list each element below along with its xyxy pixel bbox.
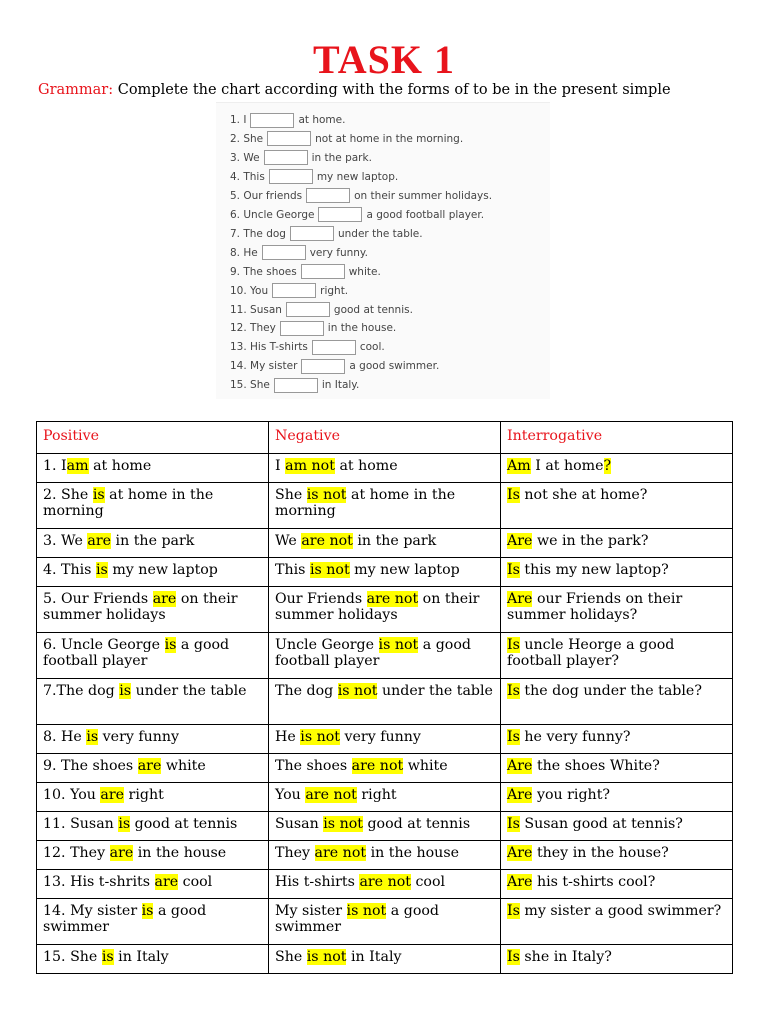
cell-text: His t-shirts [275,874,360,890]
cell-text: under the table [377,683,493,699]
cell-text: 14. My sister [43,903,142,919]
exercise-line [230,206,484,224]
verb-highlight: ? [603,458,612,474]
verb-highlight: is [164,637,177,653]
exercise-line [230,111,345,129]
cell-negative [269,725,501,754]
cell-negative [269,870,501,899]
instruction-label: Grammar: [38,82,114,98]
cell-positive [37,529,269,558]
cell-interrogative [501,633,733,679]
cell-text: his t-shirts cool? [532,874,656,890]
table-row [37,454,733,483]
cell-negative [269,454,501,483]
cell-text: She [275,949,307,965]
exercise-predicate: not at home in the morning. [315,132,464,145]
cell-interrogative [501,812,733,841]
blank-box [286,302,330,317]
blank-box [290,226,334,241]
cell-text: We [275,533,302,549]
cell-positive [37,945,269,974]
table-row [37,725,733,754]
cell-negative [269,754,501,783]
verb-highlight: is not [300,729,340,745]
verb-highlight: is [141,903,154,919]
cell-text: you right? [532,787,610,803]
exercise-predicate: in the park. [311,151,372,164]
cell-text: we in the park? [532,533,649,549]
cell-negative [269,558,501,587]
cell-text: Susan good at tennis? [519,816,683,832]
verb-highlight: are not [301,533,353,549]
exercise-predicate: in the house. [327,322,397,335]
exercise-line [230,376,359,394]
cell-text: This [275,562,310,578]
cell-interrogative [501,754,733,783]
cell-text: good at tennis [362,816,471,832]
cell-text: in the park [111,533,195,549]
cell-text: 6. Uncle George [43,637,165,653]
table-row [37,841,733,870]
cell-positive [37,841,269,870]
table-row [37,870,733,899]
cell-text: Susan [275,816,324,832]
verb-highlight: is [119,683,132,699]
exercise-image [216,102,550,399]
verb-highlight: is not [323,816,363,832]
cell-text: Our Friends [275,591,367,607]
verb-highlight: is [101,949,114,965]
instruction-text: Complete the chart according with the forms of to be in the present simple [113,82,671,98]
cell-negative [269,529,501,558]
cell-text: He [275,729,301,745]
cell-text: 13. His t-shrits [43,874,155,890]
cell-text: on their summer holidays [43,591,238,623]
table-header-row [37,422,733,454]
verb-highlight: are [100,787,125,803]
cell-text: very funny [98,729,180,745]
exercise-predicate: in Italy. [321,379,360,392]
cell-text: Uncle George [275,637,379,653]
cell-text: You [275,787,306,803]
cell-text: a good swimmer [43,903,207,935]
cell-text: under the table [131,683,247,699]
verb-highlight: are not [305,787,357,803]
table-row [37,754,733,783]
cell-text: 1. I [43,458,67,474]
exercise-line [230,244,368,262]
exercise-predicate: on their summer holidays. [354,189,493,202]
verb-highlight: am [66,458,89,474]
blank-box [280,321,324,336]
blank-box [274,378,318,393]
exercise-line [230,319,396,337]
cell-text: in the house [366,845,459,861]
cell-text: not she at home? [519,487,648,503]
verb-highlight: is [118,816,131,832]
exercise-line [230,225,423,243]
cell-text: The shoes [275,758,352,774]
cell-text: in Italy [113,949,169,965]
header-negative: Negative [269,422,501,454]
header-positive: Positive [37,422,269,454]
cell-text: in the house [133,845,227,861]
verb-highlight: Are [507,533,533,549]
verb-highlight: Is [507,729,520,745]
cell-interrogative [501,945,733,974]
verb-highlight: is [95,562,108,578]
exercise-line [230,282,348,300]
blank-box [272,283,316,298]
cell-negative [269,812,501,841]
cell-positive [37,725,269,754]
exercise-line [230,357,439,375]
exercise-subject: 9. The shoes [230,265,297,278]
cell-text: 11. Susan [43,816,119,832]
cell-text: 4. This [43,562,96,578]
exercise-line [230,263,381,281]
cell-positive [37,587,269,633]
exercise-subject: 8. He [230,246,258,259]
cell-text: They [275,845,315,861]
exercise-predicate: under the table. [337,227,423,240]
exercise-line [230,301,413,319]
cell-text: She [275,487,307,503]
cell-text: uncle Heorge a good football player? [507,637,675,669]
cell-text: on their summer holidays [275,591,480,623]
cell-text: a good football player [43,637,230,669]
cell-positive [37,899,269,945]
blank-box [250,113,294,128]
cell-negative [269,945,501,974]
cell-text: 12. They [43,845,110,861]
verb-highlight: is [86,729,99,745]
cell-positive [37,679,269,725]
cell-interrogative [501,783,733,812]
exercise-predicate: good at tennis. [333,303,413,316]
verb-highlight: are not [314,845,367,861]
cell-text: my sister a good swimmer? [519,903,722,919]
cell-positive [37,754,269,783]
verb-highlight: is not [337,683,378,699]
page-title: TASK 1 [313,37,455,82]
cell-text: My sister [275,903,347,919]
exercise-subject: 3. We [230,151,260,164]
verb-highlight: Is [507,903,520,919]
cell-text: at home in the morning [43,487,214,519]
instruction [38,82,671,98]
verb-highlight: am not [285,458,335,474]
verb-highlight: are not [351,758,404,774]
cell-positive [37,633,269,679]
cell-text: she in Italy? [519,949,612,965]
cell-interrogative [501,454,733,483]
cell-text: he very funny? [519,729,631,745]
verb-highlight: Are [507,591,533,607]
exercise-predicate: white. [348,265,381,278]
blank-box [318,207,362,222]
exercise-line [230,130,463,148]
table-row [37,633,733,679]
cell-text: our Friends on their summer holidays? [507,591,683,623]
cell-interrogative [501,529,733,558]
verb-highlight: are [152,591,177,607]
cell-text: this my new laptop? [519,562,669,578]
cell-interrogative [501,587,733,633]
table-row [37,587,733,633]
cell-text: white [403,758,448,774]
verb-highlight: Are [507,758,533,774]
blank-box [267,131,311,146]
exercise-subject: 2. She [230,132,264,145]
cell-positive [37,783,269,812]
cell-negative [269,841,501,870]
exercise-subject: 5. Our friends [230,189,303,202]
table-row [37,899,733,945]
verb-highlight: are [154,874,179,890]
cell-negative [269,483,501,529]
cell-text: the dog under the table? [519,683,702,699]
blank-box [264,150,308,165]
cell-text: right [124,787,164,803]
exercise-subject: 7. The dog [230,227,286,240]
header-interrogative: Interrogative [501,422,733,454]
verb-highlight: Is [507,816,520,832]
cell-text: 5. Our Friends [43,591,153,607]
cell-text: the shoes White? [532,758,660,774]
cell-negative [269,679,501,725]
blank-box [262,245,306,260]
table-row [37,945,733,974]
cell-interrogative [501,483,733,529]
exercise-predicate: a good football player. [366,208,485,221]
cell-positive [37,454,269,483]
cell-text: The dog [275,683,338,699]
cell-positive [37,483,269,529]
cell-positive [37,812,269,841]
verb-highlight: is not [346,903,387,919]
cell-text: cool [410,874,446,890]
verb-highlight: is not [306,949,347,965]
cell-text: at home [88,458,152,474]
blank-box [301,264,345,279]
exercise-subject: 12. They [230,322,276,335]
table-row [37,783,733,812]
exercise-subject: 15. She [230,379,270,392]
cell-text: white [161,758,206,774]
exercise-subject: 14. My sister [230,360,298,373]
verb-highlight: Am [507,458,531,474]
cell-negative [269,633,501,679]
exercise-subject: 10. You [230,284,269,297]
cell-text: my new laptop [107,562,218,578]
table-row [37,529,733,558]
verb-highlight: Is [507,487,520,503]
exercise-line [230,168,398,186]
table-row [37,483,733,529]
cell-text: right [356,787,397,803]
verb-highlight: are not [366,591,419,607]
cell-text: I at home [530,458,604,474]
verb-highlight: are [137,758,162,774]
exercise-predicate: my new laptop. [316,170,399,183]
cell-interrogative [501,558,733,587]
cell-negative [269,587,501,633]
verb-highlight: is not [378,637,419,653]
blank-box [301,359,345,374]
exercise-line [230,149,372,167]
verb-highlight: is not [306,487,347,503]
cell-text: a good football player [275,637,471,669]
cell-text: 9. The shoes [43,758,138,774]
cell-text: good at tennis [130,816,238,832]
table-row [37,679,733,725]
cell-interrogative [501,870,733,899]
verb-highlight: Are [507,874,533,890]
verb-highlight: is [92,487,105,503]
cell-text: my new laptop [349,562,460,578]
table-row [37,558,733,587]
cell-text: a good swimmer [275,903,439,935]
cell-negative [269,899,501,945]
cell-text: in the park [352,533,437,549]
cell-positive [37,870,269,899]
verb-highlight: Are [507,787,533,803]
cell-interrogative [501,725,733,754]
verb-highlight: are [87,533,112,549]
exercise-line [230,187,492,205]
verb-highlight: Is [507,562,520,578]
cell-text: 3. We [43,533,88,549]
blank-box [269,169,313,184]
exercise-line [230,338,385,356]
cell-text: 8. He [43,729,87,745]
verb-highlight: Are [507,845,533,861]
answer-table [36,421,733,974]
verb-highlight: are not [359,874,411,890]
cell-interrogative [501,899,733,945]
blank-box [306,188,350,203]
verb-highlight: is not [309,562,350,578]
cell-interrogative [501,679,733,725]
exercise-subject: 11. Susan [230,303,282,316]
cell-text: 2. She [43,487,93,503]
verb-highlight: are [109,845,134,861]
exercise-predicate: cool. [359,341,385,354]
cell-text: in Italy [346,949,402,965]
verb-highlight: Is [507,637,520,653]
verb-highlight: Is [507,949,520,965]
exercise-predicate: a good swimmer. [349,360,440,373]
cell-text: at home in the morning [275,487,456,519]
exercise-subject: 13. His T-shirts [230,341,308,354]
exercise-predicate: very funny. [309,246,368,259]
table-row [37,812,733,841]
cell-text: 10. You [43,787,101,803]
exercise-subject: 6. Uncle George [230,208,315,221]
cell-text: 15. She [43,949,102,965]
cell-text: I [275,458,286,474]
exercise-predicate: at home. [298,114,346,126]
exercise-predicate: right. [320,284,349,297]
exercise-subject: 4. This [230,170,265,183]
cell-text: cool [178,874,213,890]
cell-text: at home [334,458,398,474]
blank-box [312,340,356,355]
exercise-subject: 1. I [230,114,247,126]
cell-text: they in the house? [532,845,669,861]
cell-negative [269,783,501,812]
cell-interrogative [501,841,733,870]
cell-text: very funny [340,729,421,745]
cell-positive [37,558,269,587]
cell-text: 7.The dog [43,683,120,699]
verb-highlight: Is [507,683,520,699]
